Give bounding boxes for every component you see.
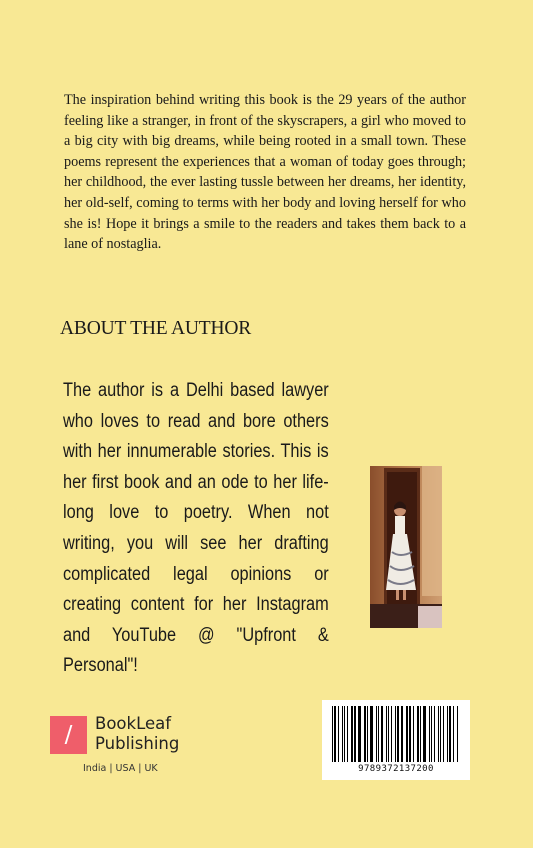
barcode-bar [457,706,458,762]
barcode-bar [342,706,343,762]
barcode-bar [431,706,432,762]
barcode-bar [409,706,411,762]
barcode-bar [420,706,421,762]
barcode-bar [453,706,454,762]
publisher-name-line2: Publishing [95,734,180,753]
isbn-barcode [322,700,470,780]
slash-icon: / [50,716,87,754]
barcode-bar [354,706,356,762]
author-photo [370,466,442,628]
publisher-name [95,714,179,754]
about-author-heading: ABOUT THE AUTHOR [60,318,252,339]
barcode-bar [388,706,389,762]
barcode-bar [358,706,361,762]
barcode-bar [417,706,419,762]
barcode-bar [397,706,399,762]
barcode-bars [332,706,460,762]
barcode-bar [381,706,383,762]
barcode-bar [406,706,408,762]
barcode-bar [347,706,348,762]
barcode-bar [364,706,366,762]
author-bio: The author is a Delhi based lawyer who loves to read and bore others with her innumerable stories. This is her first book and an ode to her life-long love to poetry. When not writing, you will see her drafting complicated legal opinions or creating content for her Instagram and YouTube @ "Upfront & Personal"! [63,380,329,677]
barcode-bar [443,706,444,762]
barcode-bar [434,706,435,762]
barcode-bar [370,706,373,762]
barcode-bar [351,706,353,762]
barcode-bar [438,706,439,762]
barcode-bar [440,706,441,762]
barcode-bar [378,706,379,762]
bookleaf-publishing-logo [50,716,250,772]
barcode-bar [391,706,392,762]
back-cover-blurb: The inspiration behind writing this book is the 29 years of the author feeling like a stranger, in front of the skyscrapers, a girl who moved to a big city with big dreams, while being rooted in a small town. These poems represent the experiences that a woman of today goes through; her childhood, the ever lasting tussle between her dreams, her identity, her old-self, coming to terms with her body and loving herself for who she is! Hope it brings a smile to the readers and takes them back to a lane of nostaglia. [64,92,466,253]
barcode-bar [334,706,336,762]
barcode-bar [423,706,426,762]
barcode-bar [386,706,387,762]
publisher-name-line1: BookLeaf [95,714,172,733]
isbn-number: 9789372137200 [358,764,434,774]
barcode-bar [395,706,396,762]
barcode-bar [338,706,339,762]
barcode-bar [449,706,451,762]
barcode-bar [367,706,368,762]
barcode-bar [413,706,414,762]
barcode-bar [401,706,403,762]
publisher-regions: India | USA | UK [83,763,158,774]
barcode-bar [447,706,448,762]
barcode-bar [429,706,430,762]
barcode-bar [344,706,345,762]
barcode-bar [376,706,377,762]
barcode-bar [332,706,333,762]
